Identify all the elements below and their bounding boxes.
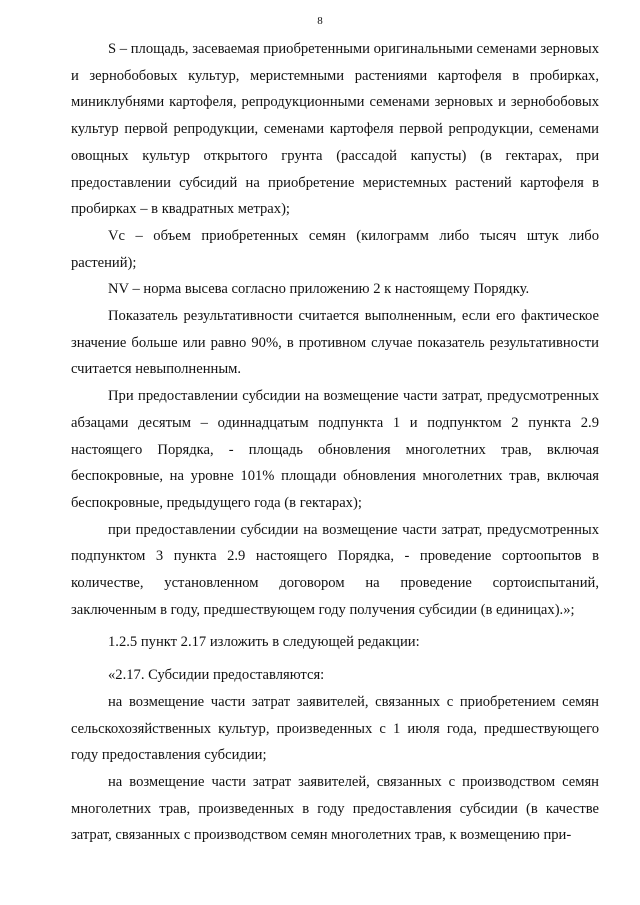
paragraph-seed-production: на возмещение части затрат заявителей, связанных с производством семян многолетних трав, произведенных в году предоставления субсидии (в качестве затрат, связанных с производством семян многолетних трав, к возмещению при-: [71, 773, 599, 844]
paragraph-perennial-grass-area: При предоставлении субсидии на возмещение части затрат, предусмотренных абзацами десятым – одиннадцатым подпункта 1 и подпунктом 2 пункта 2.9 настоящего Порядка, - площадь обновления многолетних трав, включая беспокровные, на уровне 101% площади обновления многолетних трав, включая беспокровные, предыдущего года (в гектарах);: [71, 388, 599, 511]
paragraph-nv-definition: NV – норма высева согласно приложению 2 к настоящему Порядку.: [108, 281, 530, 298]
paragraph-variety-trials: при предоставлении субсидии на возмещение части затрат, предусмотренных подпунктом 3 пункта 2.9 настоящего Порядка, - проведение сортоопытов в количестве, установленном договором на проведение сортоиспытаний, заключенным в году, предшествующем году получения субсидии (в единицах).»;: [71, 521, 599, 618]
paragraph-s-definition: S – площадь, засеваемая приобретенными оригинальными семенами зерновых и зернобобовых культур, меристемными растениями картофеля в пробирках, миниклубнями картофеля, репродукционными семенами зерновых и зернобобовых культур первой репродукции, семенами картофеля первой репродукции, семенами овощных культур открытого грунта (рассадой капусты) (в гектарах, при предоставлении субсидий на приобретение меристемных растений картофеля в пробирках – в квадратных метрах);: [71, 41, 599, 218]
paragraph-amendment-clause: 1.2.5 пункт 2.17 изложить в следующей редакции:: [108, 634, 420, 651]
paragraph-seed-purchase: на возмещение части затрат заявителей, связанных с приобретением семян сельскохозяйственных культур, произведенных с 1 июля года, предшествующего году предоставления субсидии;: [71, 693, 599, 764]
paragraph-clause-2-17: «2.17. Субсидии предоставляются:: [108, 667, 325, 684]
paragraph-vc-definition: Vc – объем приобретенных семян (килограмм либо тысяч штук либо растений);: [71, 227, 599, 271]
document-body: [71, 36, 599, 849]
paragraph-performance-indicator: Показатель результативности считается выполненным, если его фактическое значение больше или равно 90%, в противном случае показатель результативности считается невыполненным.: [71, 308, 599, 378]
page-number: 8: [317, 15, 323, 27]
